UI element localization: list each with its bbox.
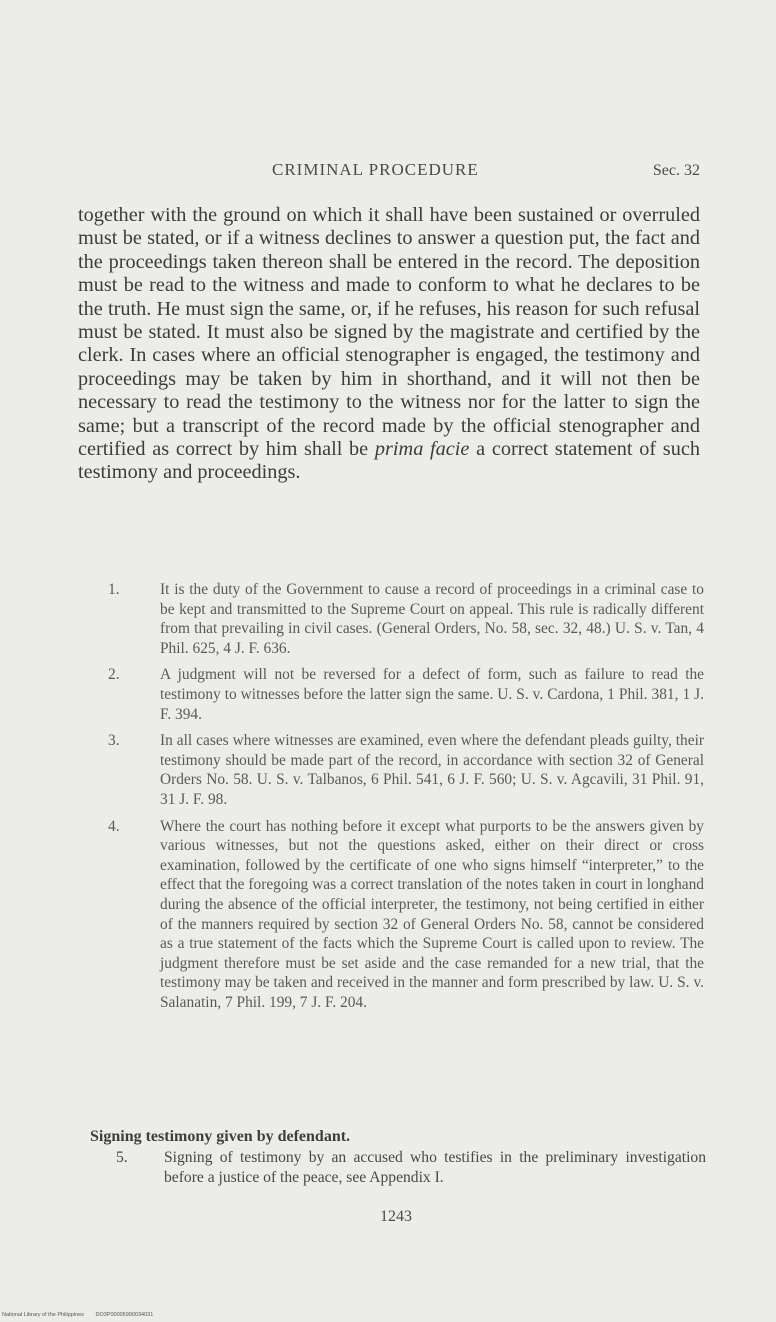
annotation-item [108, 580, 704, 658]
annotation-item [108, 731, 704, 809]
section-heading: Signing testimony given by defendant. [90, 1128, 351, 1145]
running-head-title: CRIMINAL PROCEDURE [272, 160, 479, 179]
annotation-text: Signing of testimony by an accused who testifies in the preliminary investigation before a justice of the peace, see Appendix I. [164, 1149, 706, 1186]
main-text-italic: prima facie [374, 438, 470, 461]
annotation-number: 4. [108, 817, 120, 835]
annotation-list [108, 580, 704, 1019]
annotation-number: 5. [116, 1149, 128, 1166]
annotation-text: A judgment will not be reversed for a defect of form, such as failure to read the testimony to witnesses before the latter sign the same. U. S. v. Cardona, 1 Phil. 381, 1 J. F. 394. [160, 666, 704, 723]
annotation-text: It is the duty of the Government to cause a record of proceedings in a criminal case to be kept and transmitted to the Supreme Court on appeal. This rule is radically different from that prevailing in civil cases. (General Orders, No. 58, sec. 32, 48.) U. S. v. Tan, 4 Phil. 625, 4 J. F. 636. [160, 581, 704, 657]
main-paragraph [78, 204, 700, 485]
running-head [80, 160, 700, 184]
annotation-number: 1. [108, 581, 120, 598]
footer-code: DO3P00005990034031 [95, 1312, 154, 1318]
annotation-item [108, 665, 704, 724]
footer-library: National Library of the Philippines [2, 1312, 84, 1318]
annotation-text: Where the court has nothing before it except what purports to be the answers given by various witnesses, but not the questions asked, either on their direct or cross examination, followed by the certificate of one who signs himself “interpreter,” to the effect that the foregoing was a correct translation of the notes taken in court in longhand during the absence of the official interpreter, the testimony, not being certified in either of the manners required by section 32 of General Orders No. 58, cannot be considered as a true statement of the facts which the Supreme Court is called upon to review. The judgment therefore must be set aside and the case remanded for a new trial, that the testimony may be taken and received in the manner and form prescribed by law. U. S. v. Salanatin, 7 Phil. 199, 7 J. F. 204. [160, 817, 704, 1011]
annotation-item [108, 817, 704, 1013]
annotation-number: 3. [108, 732, 120, 750]
annotation-text: In all cases where witnesses are examined, even where the defendant pleads guilty, their testimony should be made part of the record, in accordance with section 32 of General Orders No. 58. U. S. v. Talbanos, 6 Phil. 541, 6 J. F. 560; U. S. v. Agcavili, 31 Phil. 91, 31 J. F. 98. [160, 732, 704, 808]
scan-footer [2, 1312, 163, 1318]
page-number: 1243 [380, 1208, 412, 1225]
running-head-section: Sec. 32 [652, 162, 700, 179]
main-text-after-italic: a correct statement of such testimony and proceedings. [78, 438, 700, 484]
annotation-number: 2. [108, 666, 120, 684]
annotation-item-5 [116, 1148, 706, 1188]
main-text-before-italic: together with the ground on which it shall have been sustained or overruled must be stated, or if a witness declines to answer a question put, the fact and the proceedings taken thereon shall be entered in the record. The deposition must be read to the witness and made to conform to what he declares to be the truth. He must sign the same, or, if he refuses, his reason for such refusal must be stated. It must also be signed by the magistrate and certified by the clerk. In cases where an official stenographer is engaged, the testimony and proceedings may be taken by him in shorthand, and it will not then be necessary to read the testimony to the witness nor for the latter to sign the same; but a transcript of the record made by the official stenographer and certified as correct by him shall be [78, 204, 700, 461]
